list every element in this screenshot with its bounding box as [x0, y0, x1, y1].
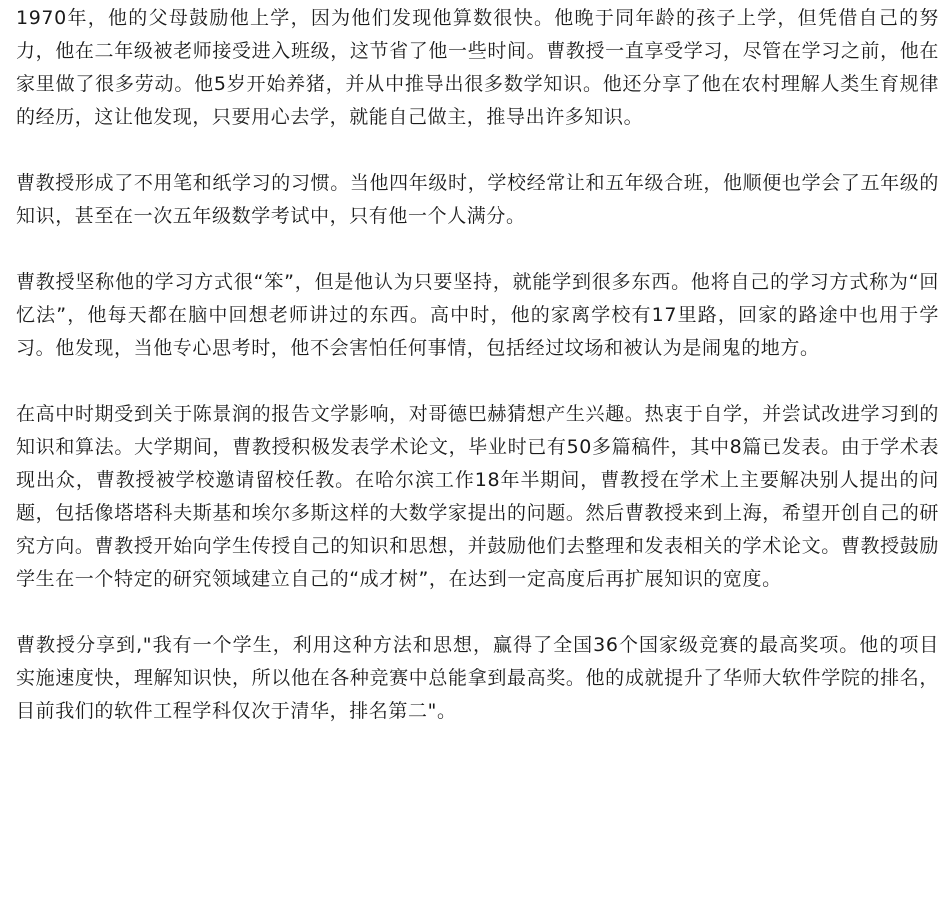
paragraph-5: 曹教授分享到,"我有一个学生，利用这种方法和思想，赢得了全国36个国家级竞赛的最高奖项。他的项目实施速度快，理解知识快，所以他在各种竞赛中总能拿到最高奖。他的成就提升了华师大软件学院的排名，目前我们的软件工程学科仅次于清华，排名第二"。 [16, 634, 939, 722]
paragraph-4: 在高中时期受到关于陈景润的报告文学影响，对哥德巴赫猜想产生兴趣。热衷于自学，并尝试改进学习到的知识和算法。大学期间，曹教授积极发表学术论文，毕业时已有50多篇稿件，其中8篇已发表。由于学术表现出众，曹教授被学校邀请留校任教。在哈尔滨工作18年半期间，曹教授在学术上主要解决别人提出的问题，包括像塔塔科夫斯基和埃尔多斯这样的大数学家提出的问题。然后曹教授来到上海，希望开创自己的研究方向。曹教授开始向学生传授自己的知识和思想，并鼓励他们去整理和发表相关的学术论文。曹教授鼓励学生在一个特定的研究领域建立自己的“成才树”，在达到一定高度后再扩展知识的宽度。 [16, 403, 939, 590]
paragraph-1: 1970年，他的父母鼓励他上学，因为他们发现他算数很快。他晚于同年龄的孩子上学，但凭借自己的努力，他在二年级被老师接受进入班级，这节省了他一些时间。曹教授一直享受学习，尽管在学习之前，他在家里做了很多劳动。他5岁开始养猪，并从中推导出很多数学知识。他还分享了他在农村理解人类生育规律的经历，这让他发现，只要用心去学，就能自己做主，推导出许多知识。 [16, 7, 939, 128]
paragraph-3: 曹教授坚称他的学习方式很“笨”，但是他认为只要坚持，就能学到很多东西。他将自己的学习方式称为“回忆法”，他每天都在脑中回想老师讲过的东西。高中时，他的家离学校有17里路，回家的路途中也用于学习。他发现，当他专心思考时，他不会害怕任何事情，包括经过坟场和被认为是闹鬼的地方。 [16, 271, 939, 359]
paragraph-2: 曹教授形成了不用笔和纸学习的习惯。当他四年级时，学校经常让和五年级合班，他顺便也学会了五年级的知识，甚至在一次五年级数学考试中，只有他一个人满分。 [16, 172, 939, 227]
